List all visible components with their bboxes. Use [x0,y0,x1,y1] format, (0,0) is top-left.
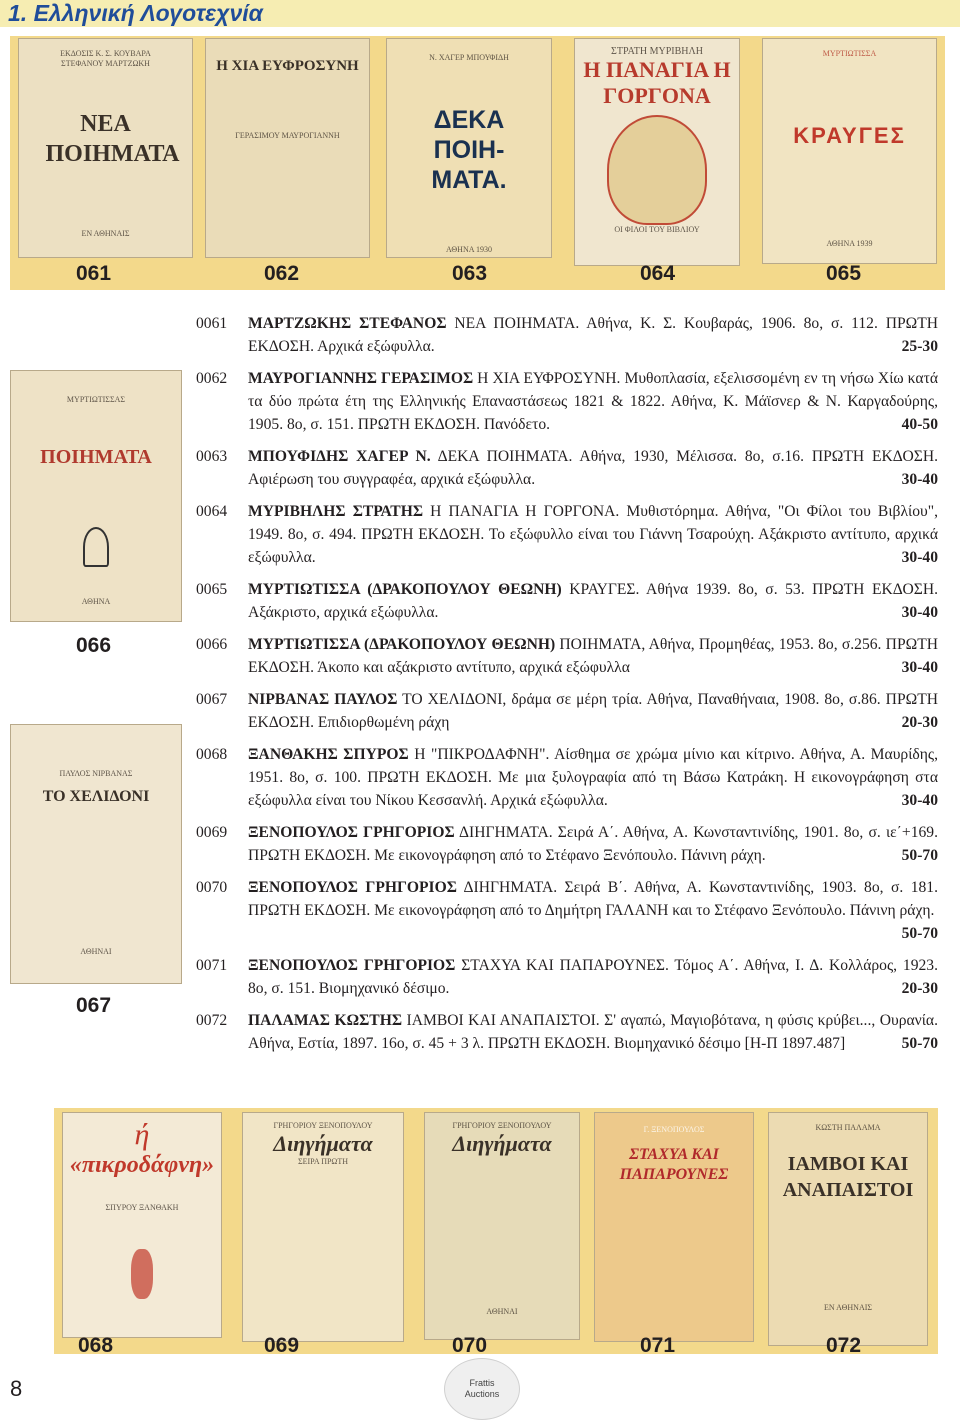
lot-price: 40-50 [901,416,938,433]
lot-price: 20-30 [901,714,938,731]
cover-title: Διηγήματα [273,1131,373,1156]
cover-line: ΠΑΥΛΟΣ ΝΙΡΒΑΝΑΣ [59,769,133,778]
lot-entry [196,821,938,867]
cover-foot: ΑΘΗΝΑ [81,597,111,606]
lot-price: 30-40 [901,659,938,676]
book-cover-069 [242,1112,404,1342]
cover-title: ΔΕΚΑ ΠΟΙΗ-ΜΑΤΑ. [431,106,507,194]
cover-foot: ΑΘΗΝΑ 1939 [826,239,873,248]
lot-price: 30-40 [901,792,938,809]
book-cover-062 [205,38,370,258]
lot-text: ΤΟ ΧΕΛΙΔΟΝΙ, δράμα σε μέρη τρία. Αθήνα, Παναθήναια, 1908. 8ο, σ.86. ΠΡΩΤΗ ΕΚΔΟΣΗ. Επιδιορθωμένη ράχη [248,691,938,731]
cover-foot: ΟΙ ΦΙΛΟΙ ΤΟΥ ΒΙΒΛΙΟΥ [614,225,700,234]
cover-number-068: 068 [78,1334,114,1357]
cover-foot: ΣΠΥΡΟΥ ΞΑΝΘΑΚΗ [105,1203,179,1212]
lot-description [248,367,938,436]
cover-line: ή [134,1118,150,1151]
cover-line: ΕΚΔΟΣΙΣ Κ. Σ. ΚΟΥΒΑΡΑ [60,49,151,58]
lot-entry [196,743,938,812]
lot-text: ΔΙΗΓΗΜΑΤΑ. Σειρά Β΄. Αθήνα, Α. Κωνσταντινίδης, 1903. 8ο, σ. 181. ΠΡΩΤΗ ΕΚΔΟΣΗ. Με εικονογράφηση από το Δημήτρη ΓΑΛΑΝΗ και το Στέφανο Ξενόπουλο. Πάνινη ράχη. [248,879,938,919]
lot-author: ΜΠΟΥΦΙΔΗΣ ΧΑΓΕΡ Ν. [248,448,431,465]
cover-number-071: 071 [640,1334,676,1357]
mermaid-illustration [607,115,707,225]
cover-title: Η ΧΙΑ ΕΥΦΡΟΣΥΝΗ [216,58,359,74]
book-cover-065 [762,38,937,264]
cover-title: «πικροδάφνη» [69,1152,215,1178]
cover-number-061: 061 [76,262,112,285]
cover-title: ΙΑΜΒΟΙ ΚΑΙ ΑΝΑΠΑΙΣΤΟΙ [782,1153,914,1201]
lot-number: 0061 [196,315,228,332]
cover-foot: ΑΘΗΝΑΙ [486,1307,518,1316]
book-cover-066 [10,370,182,622]
cover-title: ΚΡΑΥΓΕΣ [793,123,906,148]
cover-foot: ΑΘΗΝΑΙ [80,947,112,956]
lot-entry [196,954,938,1000]
cover-foot: ΣΕΙΡΑ ΠΡΩΤΗ [297,1157,349,1166]
lot-text: ΔΕΚΑ ΠΟΙΗΜΑΤΑ. Αθήνα, 1930, Μέλισσα. 8ο, σ.16. ΠΡΩΤΗ ΕΚΔΟΣΗ. Αφιέρωση του συγγραφέα, αρχικά εξώφυλλα. [248,448,939,488]
cover-title: Διηγήματα [452,1131,552,1156]
lot-text: Η "ΠΙΚΡΟΔΑΦΝΗ". Αίσθημα σε χρώμα μίνιο και κίτρινο. Αθήνα, Α. Μαυρίδης, 1951. 8ο, σ. 100. ΠΡΩΤΗ ΕΚΔΟΣΗ. Με μια ξυλογραφία από τη Βάσω Κατράκη. Η εικονογράφηση στα εξώφυλλα είναι του Νίκου Κεσσανλή. Αρχικά εξώφυλλα. [248,746,938,809]
cover-title: ΣΤΑΧΥΑ ΚΑΙ ΠΑΠΑΡΟΥΝΕΣ [619,1146,729,1183]
cover-number-065: 065 [826,262,862,285]
cover-title: ΠΟΙΗΜΑΤΑ [40,446,152,468]
top-covers-strip [10,36,945,290]
cover-line: ΓΡΗΓΟΡΙΟΥ ΞΕΝΟΠΟΥΛΟΥ [452,1121,552,1130]
lot-number: 0072 [196,1012,228,1029]
lot-description [248,821,938,867]
book-cover-071 [594,1112,754,1342]
lot-number: 0066 [196,636,228,653]
cover-title: ΝΕΑ ΠΟΙΗΜΑΤΑ [45,111,180,167]
book-cover-067 [10,724,182,984]
lot-author: ΞΕΝΟΠΟΥΛΟΣ ΓΡΗΓΟΡΙΟΣ [248,957,456,974]
cover-line: ΓΡΗΓΟΡΙΟΥ ΞΕΝΟΠΟΥΛΟΥ [273,1121,373,1130]
lot-price: 30-40 [901,471,938,488]
lot-number: 0064 [196,503,228,520]
lot-number: 0063 [196,448,228,465]
lot-author: ΜΥΡΤΙΩΤΙΣΣΑ (ΔΡΑΚΟΠΟΥΛΟΥ ΘΕΩΝΗ) [248,636,556,653]
cover-number-062: 062 [264,262,300,285]
logo-line: Frattis [469,1378,495,1388]
lot-price: 25-30 [901,338,938,355]
lot-text: ΝΕΑ ΠΟΙΗΜΑΤΑ. Αθήνα, Κ. Σ. Κουβαράς, 1906. 8ο, σ. 112. ΠΡΩΤΗ ΕΚΔΟΣΗ. Αρχικά εξώφυλλα. [248,315,938,355]
cover-title: ΤΟ ΧΕΛΙΔΟΝΙ [42,788,150,805]
lot-description [248,500,938,569]
cover-number-067: 067 [76,994,112,1017]
cover-line: ΣΤΕΦΑΝΟΥ ΜΑΡΤΖΩΚΗ [61,59,150,68]
lot-entry [196,578,938,624]
lot-description [248,743,938,812]
lot-number: 0070 [196,879,228,896]
cover-number-064: 064 [640,262,676,285]
lot-description [248,445,938,491]
cover-title: Η ΠΑΝΑΓΙΑ Η ΓΟΡΓΟΝΑ [583,57,731,108]
lot-entry [196,445,938,491]
lot-number: 0068 [196,746,228,763]
lot-entry [196,876,938,945]
book-cover-061 [18,38,193,258]
lot-author: ΜΥΡΤΙΩΤΙΣΣΑ (ΔΡΑΚΟΠΟΥΛΟΥ ΘΕΩΝΗ) [248,581,562,598]
lot-description [248,1009,938,1055]
lot-author: ΞΕΝΟΠΟΥΛΟΣ ΓΡΗΓΟΡΙΟΣ [248,879,457,896]
cover-foot: ΕΝ ΑΘΗΝΑΙΣ [823,1303,873,1312]
lot-description [248,954,938,1000]
cover-number-066: 066 [76,634,112,657]
lot-author: ΜΥΡΙΒΗΛΗΣ ΣΤΡΑΤΗΣ [248,503,424,520]
lot-entries [196,312,938,1064]
lot-author: ΞΑΝΘΑΚΗΣ ΣΠΥΡΟΣ [248,746,409,763]
cover-foot: ΓΕΡΑΣΙΜΟΥ ΜΑΥΡΟΓΙΑΝΝΗ [235,131,340,140]
page-title: 1. Ελληνική Λογοτεχνία [0,0,960,27]
page-number: 8 [10,1376,23,1401]
cover-number-069: 069 [264,1334,300,1357]
lot-description [248,688,938,734]
lot-author: ΜΑΥΡΟΓΙΑΝΝΗΣ ΓΕΡΑΣΙΜΟΣ [248,370,474,387]
lot-entry [196,688,938,734]
cover-line: ΜΥΡΤΙΩΤΙΣΣΑΣ [66,395,126,404]
lot-text: Η ΧΙΑ ΕΥΦΡΟΣΥΝΗ. Μυθοπλασία, εξελισσομένη εν τη νήσω Χίω κατά τα δύο πρώτα έτη της Ελληνικής Επαναστάσεως 1821 & 1822. Αθήνα, Κ. Μάϊσνερ & Ν. Καργαδούρης, 1905. 8ο, σ. 151. ΠΡΩΤΗ ΕΚΔΟΣΗ. Πανόδετο. [248,370,939,433]
lot-text: ΚΡΑΥΓΕΣ. Αθήνα 1939. 8ο, σ. 53. ΠΡΩΤΗ ΕΚΔΟΣΗ. Αξάκριστο, αρχικά εξώφυλλα. [248,581,938,621]
cover-line: Ν. ΧΑΓΕΡ ΜΠΟΥΦΙΔΗ [429,53,509,62]
lot-description [248,312,938,358]
book-cover-072 [768,1112,928,1346]
book-cover-064 [574,38,740,266]
lot-entry [196,1009,938,1055]
lot-price: 50-70 [901,925,938,942]
lot-text: ΔΙΗΓΗΜΑΤΑ. Σειρά Α΄. Αθήνα, Α. Κωνσταντινίδης, 1901. 8ο, σ. ιε΄+169. ΠΡΩΤΗ ΕΚΔΟΣΗ. Με εικονογράφηση από το Στέφανο Ξενόπουλο. Πάνινη ράχη. [248,824,938,864]
lot-author: ΠΑΛΑΜΑΣ ΚΩΣΤΗΣ [248,1012,403,1029]
lot-author: ΞΕΝΟΠΟΥΛΟΣ ΓΡΗΓΟΡΙΟΣ [248,824,455,841]
left-covers-column [10,370,186,1017]
cover-number-072: 072 [826,1334,862,1357]
lot-description [248,633,938,679]
lot-author: ΝΙΡΒΑΝΑΣ ΠΑΥΛΟΣ [248,691,398,708]
lot-author: ΜΑΡΤΖΩΚΗΣ ΣΤΕΦΑΝΟΣ [248,315,447,332]
cover-foot: ΑΘΗΝΑ 1930 [445,245,493,254]
cover-line: ΜΥΡΤΙΩΤΙΣΣΑ [822,49,877,58]
book-cover-063 [386,38,552,258]
lot-price: 20-30 [901,980,938,997]
lot-price: 50-70 [901,847,938,864]
book-cover-068 [62,1112,222,1338]
cover-number-070: 070 [452,1334,488,1357]
lot-number: 0069 [196,824,228,841]
lot-number: 0065 [196,581,228,598]
lot-text: ΠΟΙΗΜΑΤΑ, Αθήνα, Προμηθέας, 1953. 8ο, σ.256. ΠΡΩΤΗ ΕΚΔΟΣΗ. Άκοπο και αξάκριστο αντίτυπο, αρχικά εξώφυλλα [248,636,938,676]
lot-price: 50-70 [901,1035,938,1052]
frattis-auctions-logo [444,1358,520,1420]
lot-number: 0062 [196,370,228,387]
lot-number: 0071 [196,957,228,974]
ornament [131,1249,153,1299]
lot-entry [196,500,938,569]
lot-entry [196,312,938,358]
logo-line: Auctions [464,1389,500,1399]
cover-line: ΚΩΣΤΗ ΠΑΛΑΜΑ [815,1123,881,1132]
lot-text: ΣΤΑΧΥΑ ΚΑΙ ΠΑΠΑΡΟΥΝΕΣ. Τόμος Α΄. Αθήνα, Ι. Δ. Κολλάρος, 1923. 8ο, σ. 151. Βιομηχανικό δέσιμο. [248,957,938,997]
lot-number: 0067 [196,691,228,708]
cover-foot: ΕΝ ΑΘΗΝΑΙΣ [81,229,130,238]
cover-line: Γ. ΞΕΝΟΠΟΥΛΟΣ [643,1125,705,1134]
lot-price: 30-40 [901,549,938,566]
cover-line: ΣΤΡΑΤΗ ΜΥΡΙΒΗΛΗ [611,46,703,57]
lot-description [248,578,938,624]
bottom-covers-strip [54,1108,938,1354]
lot-text: ΙΑΜΒΟΙ ΚΑΙ ΑΝΑΠΑΙΣΤΟΙ. Σ' αγαπώ, Μαγιοβότανα, η φύσις κρύβει..., Ουρανία. Αθήνα, Εστία, 1897. 16ο, σ. 45 + 3 λ. ΠΡΩΤΗ ΕΚΔΟΣΗ. Βιομηχανικό δέσιμο [Η-Π 1897.487] [248,1012,938,1052]
lot-entry [196,633,938,679]
book-cover-070 [424,1112,580,1340]
cover-number-063: 063 [452,262,488,285]
lot-description [248,876,938,945]
lot-price: 30-40 [901,604,938,621]
lyre-ornament [83,527,109,567]
lot-text: Η ΠΑΝΑΓΙΑ Η ΓΟΡΓΟΝΑ. Μυθιστόρημα. Αθήνα, "Οι Φίλοι του Βιβλίου", 1949. 8ο, σ. 494. ΠΡΩΤΗ ΕΚΔΟΣΗ. Το εξώφυλλο είναι του Γιάννη Τσαρούχη. Αξάκριστο αντίτυπο, αρχικά εξώφυλλα. [248,503,938,566]
lot-entry [196,367,938,436]
